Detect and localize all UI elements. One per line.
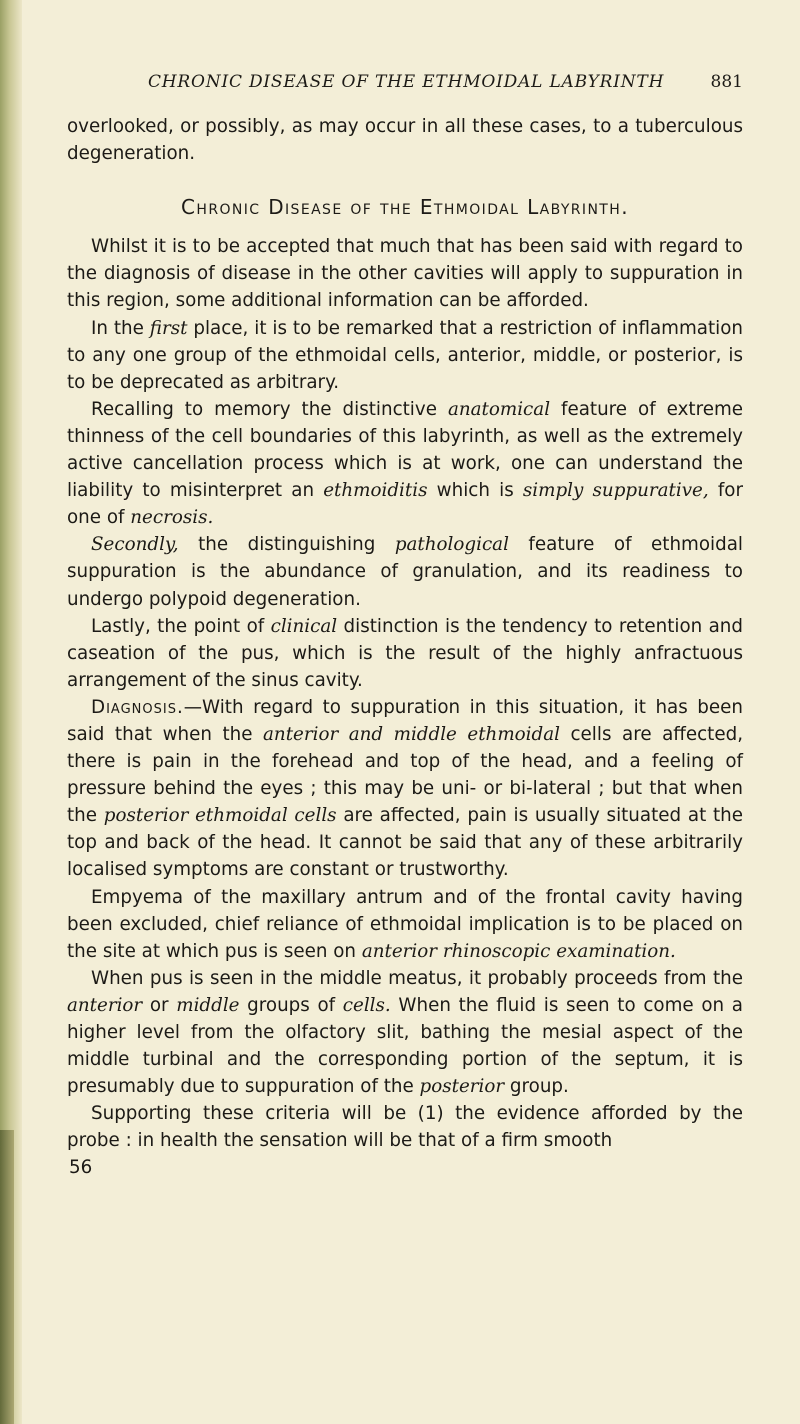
paragraph-first-place: In the first place, it is to be remarked that a restriction of inflammation to any one group of the ethmoidal cells, anterior, middle, or posterior, is to be deprecated as arbitrary.	[67, 317, 743, 393]
paragraph-anatomical: Recalling to memory the distinctive anatomical feature of extreme thinness of the cell boundaries of this labyrinth, as well as the extremely active cancellation process which is at work, one can understand the liability to misinterpret an ethmoiditis which is simply suppurative, for one of necrosis.	[67, 398, 743, 529]
running-title: CHRONIC DISEASE OF THE ETHMOIDAL LABYRINTH	[148, 72, 665, 92]
page-number: 881	[710, 72, 743, 92]
paragraph-middle-meatus: When pus is seen in the middle meatus, it probably proceeds from the anterior or middle groups of cells. When the fluid is seen to come on a higher level from the olfactory slit, bathing the mesial aspect of the middle turbinal and the corresponding portion of the septum, it is presumably due to suppuration of the posterior group.	[67, 967, 743, 1098]
paragraph-diagnosis: Diagnosis.—With regard to suppuration in this situation, it has been said that when the anterior and middle ethmoidal cells are affected, there is pain in the forehead and top of the head, and a feeling of pressure behind the eyes ; this may be uni- or bi-lateral ; but that when the posterior ethmoidal cells are affected, pain is usually situated at the top and back of the head. It cannot be said that any of these arbitrarily localised symptoms are constant or trustworthy.	[67, 696, 744, 881]
paragraph-clinical: Lastly, the point of clinical distinction is the tendency to retention and caseation of the pus, which is the result of the highly anfractuous arrangement of the sinus cavity.	[67, 615, 743, 691]
paragraph-pathological: Secondly, the distinguishing pathological feature of ethmoidal suppuration is the abundance of granulation, and its readiness to undergo polypoid degeneration.	[67, 534, 743, 610]
paragraph-intro: Whilst it is to be accepted that much that has been said with regard to the diagnosis of disease in the other cavities will apply to suppuration in this region, some additional information can be afforded.	[67, 236, 743, 312]
paragraph-probe: Supporting these criteria will be (1) the evidence afforded by the probe : in health the sensation will be that of a firm smooth	[67, 1103, 743, 1152]
running-header	[148, 72, 743, 98]
page-edge-stain	[0, 1130, 14, 1424]
signature-mark: 56	[69, 1157, 93, 1179]
paragraph-empyema: Empyema of the maxillary antrum and of the frontal cavity having been excluded, chief reliance of ethmoidal implication is to be placed on the site at which pus is seen on anterior rhinoscopic examination.	[67, 886, 743, 962]
paragraph-continuation: overlooked, or possibly, as may occur in all these cases, to a tuberculous degeneration.	[67, 116, 743, 165]
body-text	[67, 113, 743, 1182]
section-heading: Chronic Disease of the Ethmoidal Labyrinth.	[181, 195, 629, 220]
